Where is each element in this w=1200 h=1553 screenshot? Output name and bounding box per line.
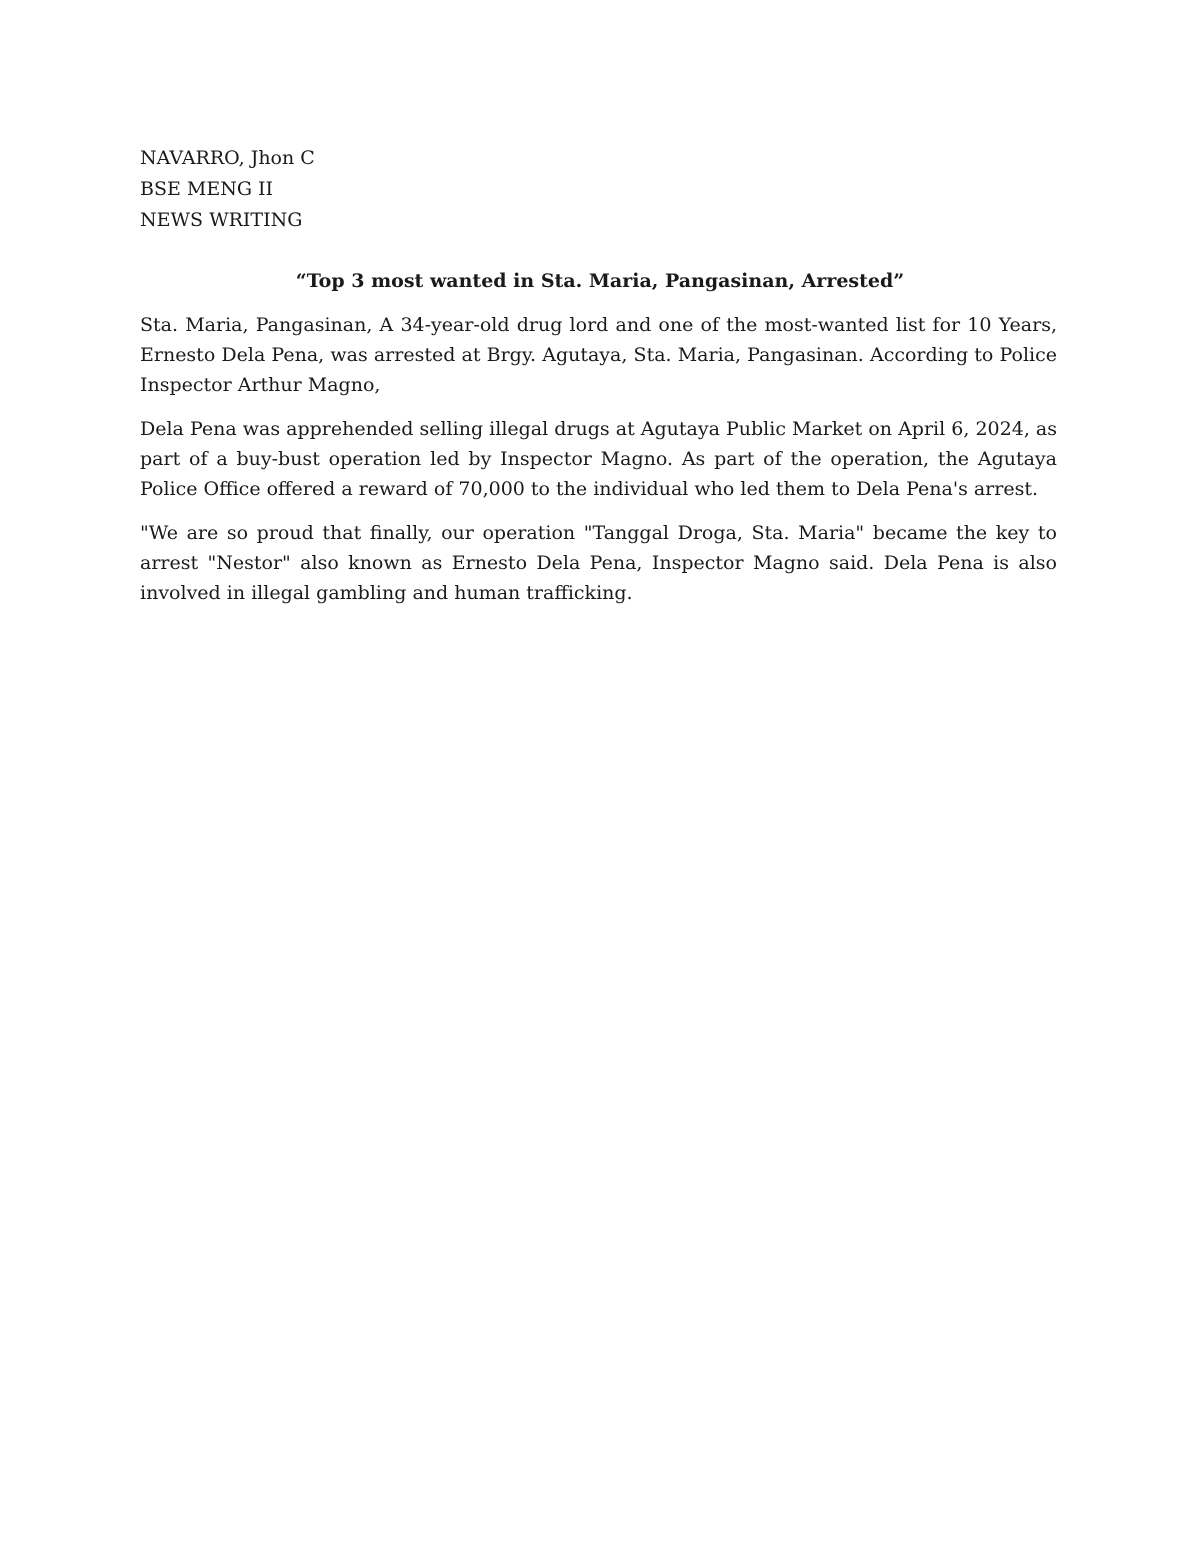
article-paragraph-1: Sta. Maria, Pangasinan, A 34-year-old drug lord and one of the most-wanted list for 10 Years, Ernesto Dela Pena, was arrested at Brgy. Agutaya, Sta. Maria, Pangasinan. According to Police Inspector Arthur Magno, [140,314,1057,396]
article-title: “Top 3 most wanted in Sta. Maria, Pangasinan, Arrested” [295,270,905,292]
author-header [140,143,740,236]
article-paragraph-2: Dela Pena was apprehended selling illegal drugs at Agutaya Public Market on April 6, 2024, as part of a buy-bust operation led by Inspector Magno. As part of the operation, the Agutaya Police Office offered a reward of 70,000 to the individual who led them to Dela Pena's arrest. [140,418,1057,500]
subject-label: NEWS WRITING [140,209,303,231]
author-name: NAVARRO, Jhon C [140,147,315,169]
course-label: BSE MENG II [140,178,274,200]
article-paragraph-3: "We are so proud that finally, our operation "Tanggal Droga, Sta. Maria" became the key to arrest "Nestor" also known as Ernesto Dela Pena, Inspector Magno said. Dela Pena is also involved in illegal gambling and human trafficking. [140,522,1057,604]
article-body [140,310,1057,622]
